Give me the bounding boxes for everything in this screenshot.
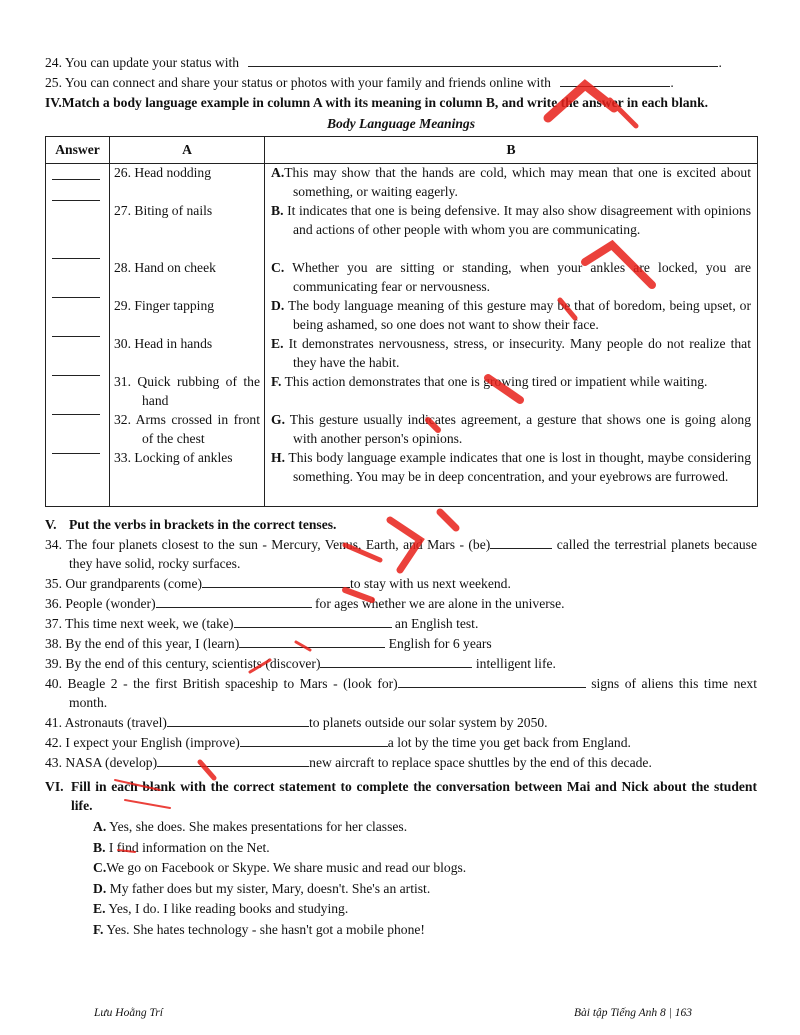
- column-b: [265, 164, 758, 507]
- question-36: 36. People (wonder) for ages whether we are alone in the universe.: [45, 593, 757, 613]
- list-item: 33. Locking of ankles: [114, 450, 233, 465]
- question-37: 37. This time next week, we (take) an English test.: [45, 613, 757, 633]
- answer-blank-28[interactable]: [52, 258, 100, 259]
- column-a: [110, 164, 265, 507]
- list-item: 32. Arms crossed in front of the chest: [114, 412, 260, 446]
- list-item: 27. Biting of nails: [114, 203, 213, 218]
- answer-blank-41[interactable]: [167, 712, 309, 727]
- list-item: 29. Finger tapping: [114, 298, 215, 313]
- answer-blank-24[interactable]: [248, 52, 718, 67]
- answer-blank-33[interactable]: [52, 453, 100, 454]
- list-item: H. This body language example indicates that one is lost in thought, maybe considering something. You may be in deep concentration, and your eyebrows are furrowed.: [271, 450, 751, 484]
- question-39: 39. By the end of this century, scientists (discover) intelligent life.: [45, 653, 757, 673]
- table-caption: Body Language Meanings: [326, 116, 476, 131]
- section-v-heading: V. Put the verbs in brackets in the correct tenses.: [45, 517, 337, 532]
- question-40: 40. Beagle 2 - the first British spaceship to Mars - (look for) signs of aliens this time next month.: [45, 673, 757, 712]
- list-item: D. The body language meaning of this gesture may be that of boredom, being upset, or being ashamed, so one does not want to show their face.: [271, 298, 751, 332]
- list-item: B. I find information on the Net.: [93, 839, 270, 855]
- question-25: 25. You can connect and share your status or photos with your family and friends online with .: [45, 72, 757, 92]
- list-item: D. My father does but my sister, Mary, doesn't. She's an artist.: [93, 880, 431, 896]
- list-item: 26. Head nodding: [114, 165, 212, 180]
- header-a: A: [110, 137, 265, 164]
- header-answer: Answer: [46, 137, 110, 164]
- list-item: E. It demonstrates nervousness, stress, or insecurity. Many people do not realize that they have the habit.: [271, 336, 751, 370]
- list-item: F. Yes. She hates technology - she hasn't got a mobile phone!: [93, 921, 425, 937]
- worksheet-page: [45, 52, 757, 941]
- answer-blank-36[interactable]: [156, 593, 312, 608]
- answer-blank-34[interactable]: [490, 534, 552, 549]
- answer-blank-31[interactable]: [52, 375, 100, 376]
- body-language-table: [45, 136, 758, 507]
- list-item: A.This may show that the hands are cold, which may mean that one is excited about something, or waiting eagerly.: [271, 165, 751, 199]
- answer-blank-25[interactable]: [560, 72, 670, 87]
- answer-blank-26[interactable]: [52, 179, 100, 180]
- list-item: 31. Quick rubbing of the hand: [114, 374, 260, 408]
- list-item: C.We go on Facebook or Skype. We share music and read our blogs.: [93, 860, 467, 876]
- answer-blank-29[interactable]: [52, 297, 100, 298]
- footer-author: Lưu Hoằng Trí: [94, 1007, 163, 1019]
- list-item: E. Yes, I do. I like reading books and studying.: [93, 901, 349, 917]
- footer-page-number: Bài tập Tiếng Anh 8 | 163: [574, 1007, 692, 1019]
- answer-blank-30[interactable]: [52, 336, 100, 337]
- question-38: 38. By the end of this year, I (learn) English for 6 years: [45, 633, 757, 653]
- answer-blank-42[interactable]: [240, 732, 388, 747]
- header-b: B: [265, 137, 758, 164]
- list-item: B. It indicates that one is being defensive. It may also show disagreement with opinions and actions of other people with whom you are communicating.: [271, 203, 751, 237]
- list-item: 28. Hand on cheek: [114, 260, 216, 275]
- question-41: 41. Astronauts (travel) to planets outside our solar system by 2050.: [45, 712, 757, 732]
- question-34: 34. The four planets closest to the sun - Mercury, Venus, Earth, and Mars - (be) called the terrestrial planets because they have solid, rocky surfaces.: [45, 534, 757, 573]
- question-24-text: 24. You can update your status with: [45, 55, 240, 70]
- list-item: A. Yes, she does. She makes presentations for her classes.: [93, 819, 408, 834]
- answer-blank-40[interactable]: [398, 673, 586, 688]
- question-25-text: 25. You can connect and share your status or photos with your family and friends online with: [45, 75, 551, 90]
- answer-blank-39[interactable]: [320, 653, 472, 668]
- answer-blank-38[interactable]: [239, 633, 385, 648]
- list-item: C. Whether you are sitting or standing, when your ankles are locked, you are communicating fear or nervousness.: [271, 260, 751, 294]
- answer-blank-35[interactable]: [202, 573, 350, 588]
- answer-blank-37[interactable]: [234, 613, 392, 628]
- answer-blank-43[interactable]: [157, 752, 309, 767]
- list-item: F. This action demonstrates that one is growing tired or impatient while waiting.: [271, 374, 708, 389]
- answer-cell: [46, 164, 110, 507]
- answer-blank-32[interactable]: [52, 414, 100, 415]
- option-list: [45, 817, 757, 941]
- list-item: 30. Head in hands: [114, 336, 213, 351]
- section-vi-heading: VI. Fill in each blank with the correct statement to complete the conversation between Mai and Nick about the student life.: [45, 779, 757, 813]
- question-24: 24. You can update your status with .: [45, 52, 757, 72]
- answer-blank-27[interactable]: [52, 200, 100, 201]
- list-item: G. This gesture usually indicates agreement, a gesture that shows one is going along with another person's opinions.: [271, 412, 751, 446]
- question-43: 43. NASA (develop) new aircraft to replace space shuttles by the end of this decade.: [45, 752, 757, 772]
- question-35: 35. Our grandparents (come) to stay with us next weekend.: [45, 573, 757, 593]
- section-iv-heading: IV.Match a body language example in column A with its meaning in column B, and write the answer in each blank.: [45, 95, 709, 110]
- question-42: 42. I expect your English (improve) a lot by the time you get back from England.: [45, 732, 757, 752]
